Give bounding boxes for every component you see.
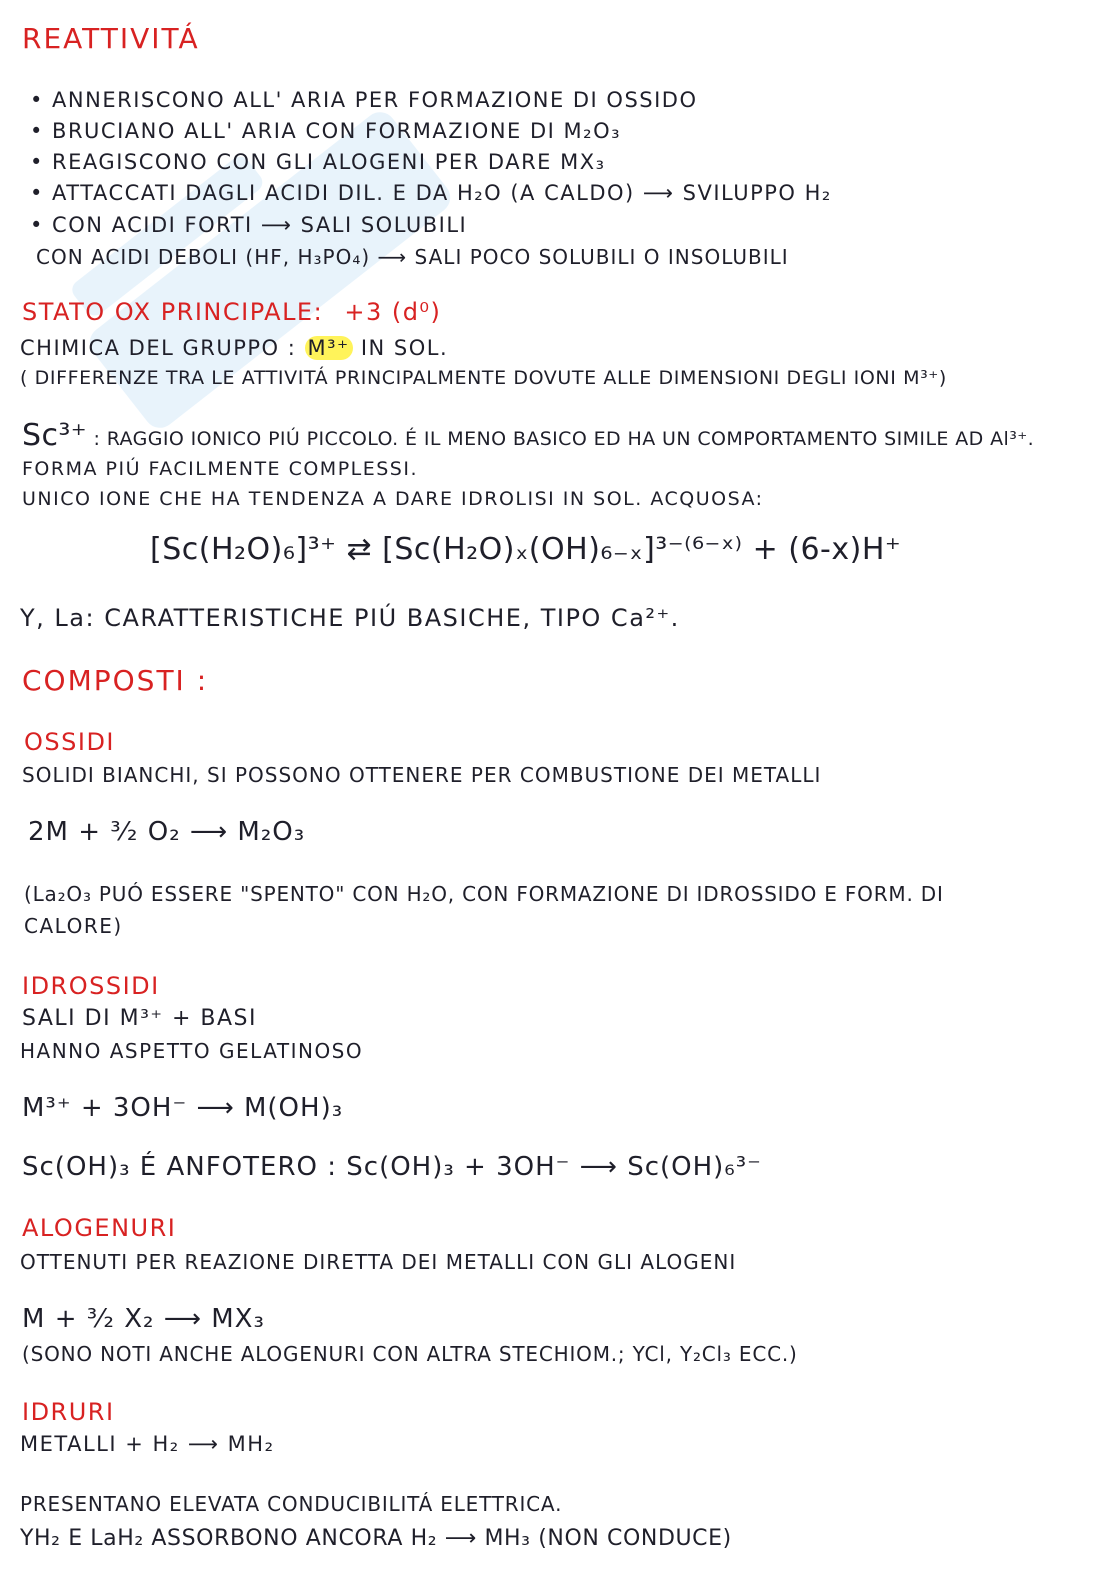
halides-note: (SONO NOTI ANCHE ALOGENURI CON ALTRA STECHIOM.; YCl, Y₂Cl₃ ECC.) bbox=[22, 1342, 798, 1366]
group-chemistry bbox=[20, 336, 448, 360]
compounds-title: COMPOSTI : bbox=[22, 664, 209, 697]
hydroxides-title: IDROSSIDI bbox=[22, 972, 160, 1000]
reactivity-line: • CON ACIDI FORTI ⟶ SALI SOLUBILI bbox=[30, 213, 468, 237]
hydrolysis-equation: [Sc(H₂O)₆]³⁺ ⇄ [Sc(H₂O)ₓ(OH)₆₋ₓ]³⁻⁽⁶⁻ˣ⁾ + (6-x)H⁺ bbox=[150, 532, 902, 567]
halides-title: ALOGENURI bbox=[22, 1214, 177, 1242]
scandium-symbol: Sc³⁺ bbox=[22, 418, 87, 453]
reactivity-line: CON ACIDI DEBOLI (HF, H₃PO₄) ⟶ SALI POCO SOLUBILI O INSOLUBILI bbox=[36, 245, 789, 269]
hydrides-title: IDRURI bbox=[22, 1398, 115, 1426]
oxides-note-1: (La₂O₃ PUÓ ESSERE "SPENTO" CON H₂O, CON FORMAZIONE DI IDROSSIDO E FORM. DI bbox=[24, 882, 944, 906]
reactivity-line: • ANNERISCONO ALL' ARIA PER FORMAZIONE DI OSSIDO bbox=[30, 88, 698, 112]
group-chemistry-prefix: CHIMICA DEL GRUPPO : bbox=[20, 336, 297, 360]
oxides-equation: 2M + ³⁄₂ O₂ ⟶ M₂O₃ bbox=[28, 817, 306, 847]
scandium-line-1 bbox=[22, 418, 1034, 453]
scandium-line-2: FORMA PIÚ FACILMENTE COMPLESSI. bbox=[22, 458, 419, 480]
hydroxides-equation: M³⁺ + 3OH⁻ ⟶ M(OH)₃ bbox=[22, 1093, 344, 1123]
y-la-note: Y, La: CARATTERISTICHE PIÚ BASICHE, TIPO Ca²⁺. bbox=[20, 604, 680, 632]
hydrides-line-2: YH₂ E LaH₂ ASSORBONO ANCORA H₂ ⟶ MH₃ (NON CONDUCE) bbox=[20, 1526, 732, 1551]
differences-note: ( DIFFERENZE TRA LE ATTIVITÁ PRINCIPALMENTE DOVUTE ALLE DIMENSIONI DEGLI IONI M³⁺) bbox=[20, 367, 947, 389]
hydroxides-line-1: SALI DI M³⁺ + BASI bbox=[22, 1006, 258, 1031]
amphoteric-equation: Sc(OH)₃ É ANFOTERO : Sc(OH)₃ + 3OH⁻ ⟶ Sc(OH)₆³⁻ bbox=[22, 1152, 762, 1182]
reactivity-line: • BRUCIANO ALL' ARIA CON FORMAZIONE DI M₂O₃ bbox=[30, 119, 622, 143]
hydroxides-line-2: HANNO ASPETTO GELATINOSO bbox=[20, 1039, 364, 1063]
halides-equation: M + ³⁄₂ X₂ ⟶ MX₃ bbox=[22, 1304, 265, 1334]
group-chemistry-suffix: IN SOL. bbox=[360, 336, 449, 360]
oxides-text: SOLIDI BIANCHI, SI POSSONO OTTENERE PER COMBUSTIONE DEI METALLI bbox=[22, 763, 822, 787]
page-title: REATTIVITÁ bbox=[22, 22, 200, 55]
ox-state-label bbox=[22, 298, 441, 326]
hydrides-equation: METALLI + H₂ ⟶ MH₂ bbox=[20, 1432, 275, 1456]
reactivity-line: • REAGISCONO CON GLI ALOGENI PER DARE MX₃ bbox=[30, 150, 606, 174]
oxides-note-2: CALORE) bbox=[24, 914, 123, 938]
ox-state-label-text: STATO OX PRINCIPALE: bbox=[22, 298, 324, 326]
reactivity-line: • ATTACCATI DAGLI ACIDI DIL. E DA H₂O (A CALDO) ⟶ SVILUPPO H₂ bbox=[30, 181, 832, 205]
oxides-title: OSSIDI bbox=[24, 728, 115, 756]
halides-text: OTTENUTI PER REAZIONE DIRETTA DEI METALLI CON GLI ALOGENI bbox=[20, 1250, 737, 1274]
highlighted-ion: M³⁺ bbox=[305, 336, 353, 360]
scandium-line-3: UNICO IONE CHE HA TENDENZA A DARE IDROLISI IN SOL. ACQUOSA: bbox=[22, 488, 764, 510]
ox-state-value: +3 (d⁰) bbox=[344, 298, 442, 326]
hydrides-line-1: PRESENTANO ELEVATA CONDUCIBILITÁ ELETTRICA. bbox=[20, 1492, 563, 1516]
scandium-description: : RAGGIO IONICO PIÚ PICCOLO. É IL MENO BASICO ED HA UN COMPORTAMENTO SIMILE AD Al³⁺. bbox=[93, 428, 1035, 450]
